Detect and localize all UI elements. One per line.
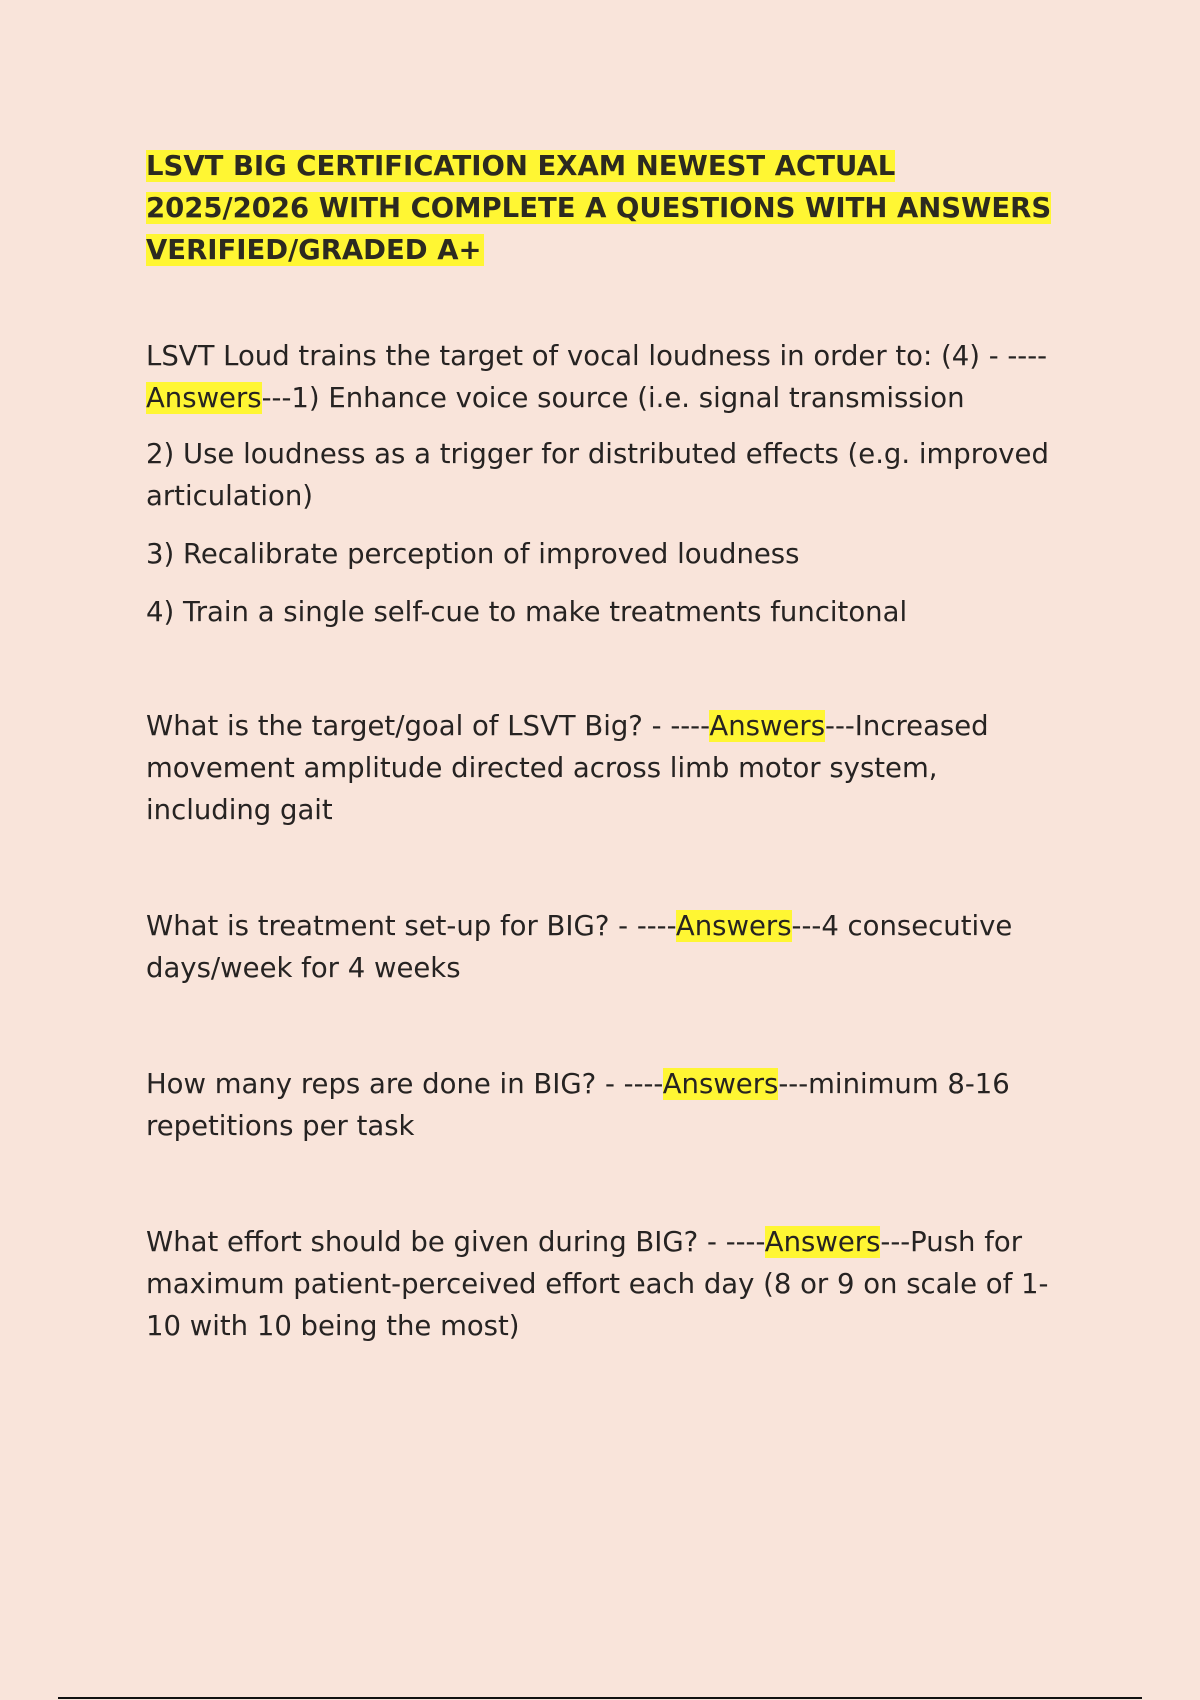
qa-1-answer-part-3: 3) Recalibrate perception of improved loudness bbox=[146, 538, 800, 570]
qa-1-answer-part-2: 2) Use loudness as a trigger for distributed effects (e.g. improved articulation) bbox=[146, 438, 1049, 512]
answer-marker-2: Answers bbox=[709, 710, 826, 742]
qa-5-text bbox=[146, 1221, 1066, 1347]
qa-3-question: What is treatment set-up for BIG? - ---- bbox=[146, 910, 676, 942]
answer-marker-1: Answers bbox=[146, 382, 262, 414]
qa-4-question: How many reps are done in BIG? - ---- bbox=[146, 1068, 663, 1100]
title-highlight: LSVT BIG CERTIFICATION EXAM NEWEST ACTUAL 2025/2026 WITH COMPLETE A QUESTIONS WITH ANSWERS VERIFIED/GRADED A+ bbox=[146, 150, 1052, 266]
qa-4-text bbox=[146, 1063, 1066, 1147]
qa-3-text bbox=[146, 905, 1066, 989]
qa-1-answer-part-1: ---1) Enhance voice source (i.e. signal transmission bbox=[261, 382, 965, 414]
qa-5-answer: ---Push for maximum patient-perceived effort each day (8 or 9 on scale of 1-10 with 10 being the most) bbox=[146, 1226, 1049, 1342]
qa-block-4 bbox=[146, 1063, 1066, 1147]
answer-marker-5: Answers bbox=[764, 1226, 881, 1258]
qa-5-question: What effort should be given during BIG? - ---- bbox=[146, 1226, 765, 1258]
document-title bbox=[146, 145, 1066, 271]
qa-2-answer: ---Increased movement amplitude directed across limb motor system, including gait bbox=[146, 710, 989, 826]
qa-4-answer: ---minimum 8-16 repetitions per task bbox=[146, 1068, 1010, 1142]
document-content bbox=[146, 145, 1066, 1347]
qa-2-question: What is the target/goal of LSVT Big? - ---- bbox=[146, 710, 710, 742]
answer-marker-4: Answers bbox=[662, 1068, 779, 1100]
qa-1-question: LSVT Loud trains the target of vocal loudness in order to: (4) - ---- bbox=[146, 340, 1047, 372]
qa-3-answer: ---4 consecutive days/week for 4 weeks bbox=[146, 910, 1013, 984]
qa-2-text bbox=[146, 705, 1066, 831]
qa-block-1 bbox=[146, 335, 1066, 633]
answer-marker-3: Answers bbox=[675, 910, 792, 942]
qa-block-2 bbox=[146, 705, 1066, 831]
qa-1-answer-part-4: 4) Train a single self-cue to make treatments funcitonal bbox=[146, 596, 908, 628]
page-bottom-divider bbox=[58, 1697, 1142, 1699]
qa-block-3 bbox=[146, 905, 1066, 989]
qa-block-5 bbox=[146, 1221, 1066, 1347]
qa-1-question-line bbox=[146, 335, 1066, 419]
